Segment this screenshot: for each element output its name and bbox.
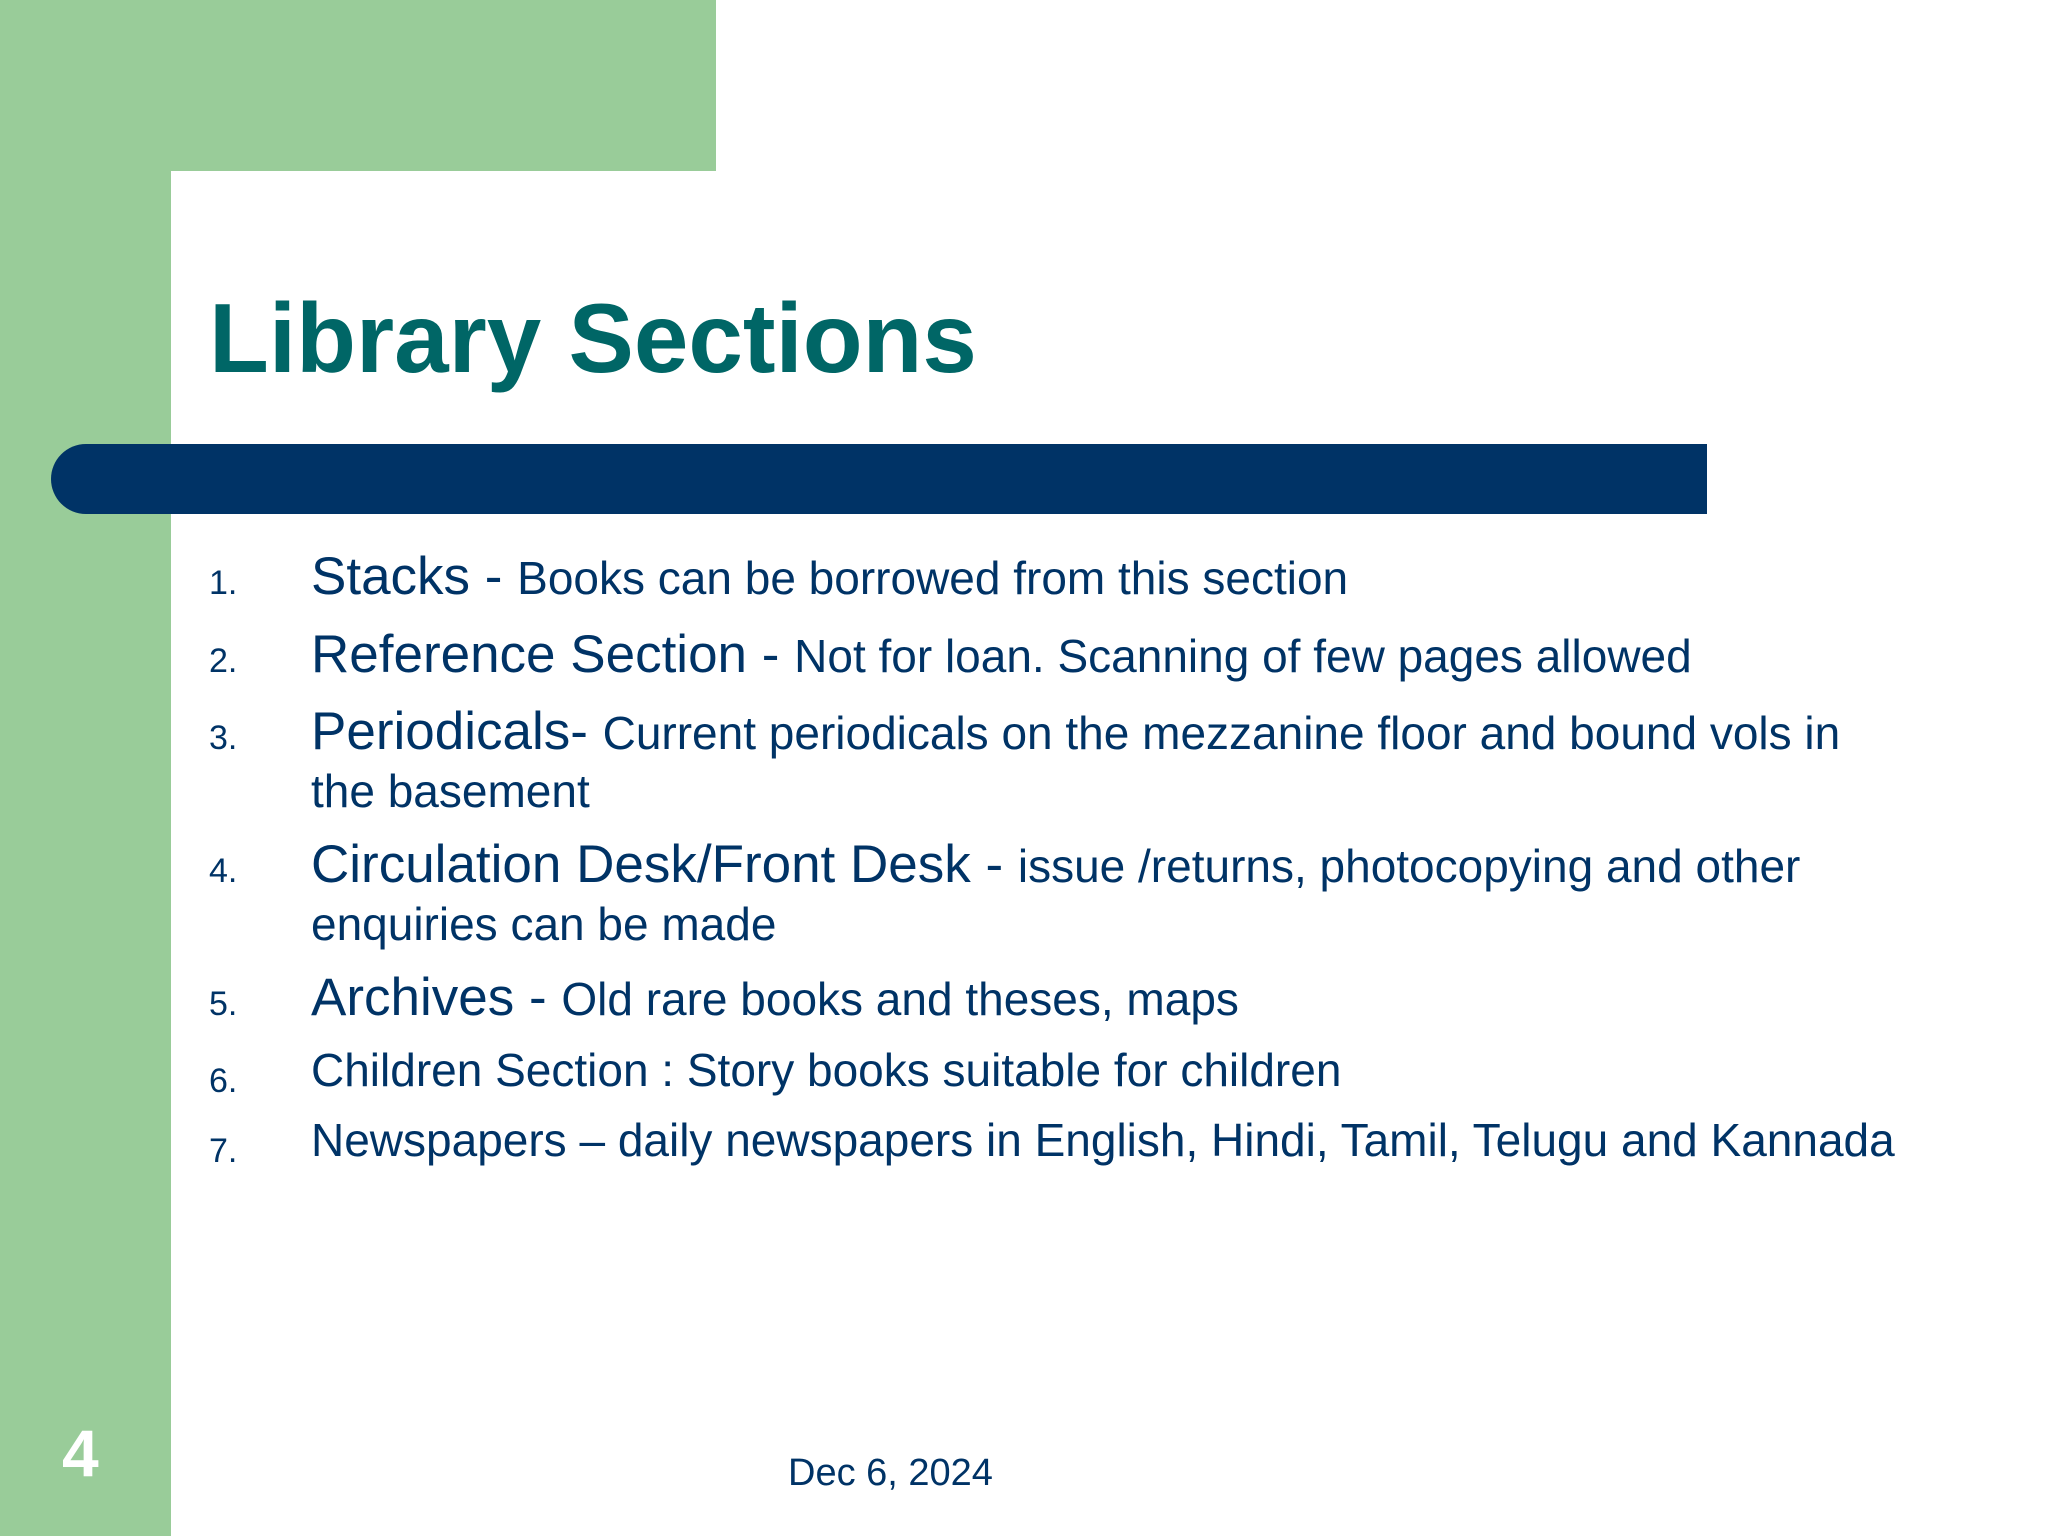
list-item — [209, 700, 1909, 819]
item-heading: Reference Section - — [311, 624, 795, 684]
item-heading: Periodicals- — [311, 702, 603, 762]
slide-title: Library Sections — [209, 283, 977, 393]
list-item — [209, 1043, 1909, 1101]
list-item — [209, 1113, 1909, 1168]
item-number: 1. — [209, 564, 238, 602]
green-top-band — [0, 0, 716, 171]
item-description: Books can be borrowed from this section — [517, 552, 1349, 604]
item-number: 4. — [209, 851, 238, 890]
sections-list — [209, 545, 1909, 1168]
item-text: Children Section : Story books suitable for children — [311, 1044, 1342, 1097]
item-number: 6. — [209, 1062, 238, 1101]
item-description: issue /returns, photocopying and other enquiries can be made — [311, 839, 1801, 950]
item-number: 2. — [209, 641, 238, 680]
list-item — [209, 545, 1909, 609]
list-item — [209, 623, 1909, 687]
list-item — [209, 833, 1909, 952]
green-side-band — [0, 0, 171, 1536]
item-description: Current periodicals on the mezzanine floor and bound vols in the basement — [311, 707, 1841, 817]
slide-number: 4 — [62, 1416, 99, 1490]
item-number: 3. — [209, 719, 238, 758]
item-text: Newspapers – daily newspapers in English, Hindi, Tamil, Telugu and Kannada — [311, 1113, 1895, 1166]
item-number: 5. — [209, 984, 238, 1023]
item-description: Old rare books and theses, maps — [561, 972, 1239, 1025]
title-divider-bar — [51, 444, 1707, 514]
item-heading: Stacks - — [311, 547, 518, 606]
item-number: 7. — [209, 1131, 238, 1170]
item-heading: Circulation Desk/Front Desk - — [311, 834, 1018, 894]
slide-date: Dec 6, 2024 — [788, 1452, 993, 1494]
list-item — [209, 966, 1909, 1030]
item-description: Not for loan. Scanning of few pages allowed — [794, 629, 1692, 682]
item-heading: Archives - — [311, 967, 562, 1027]
